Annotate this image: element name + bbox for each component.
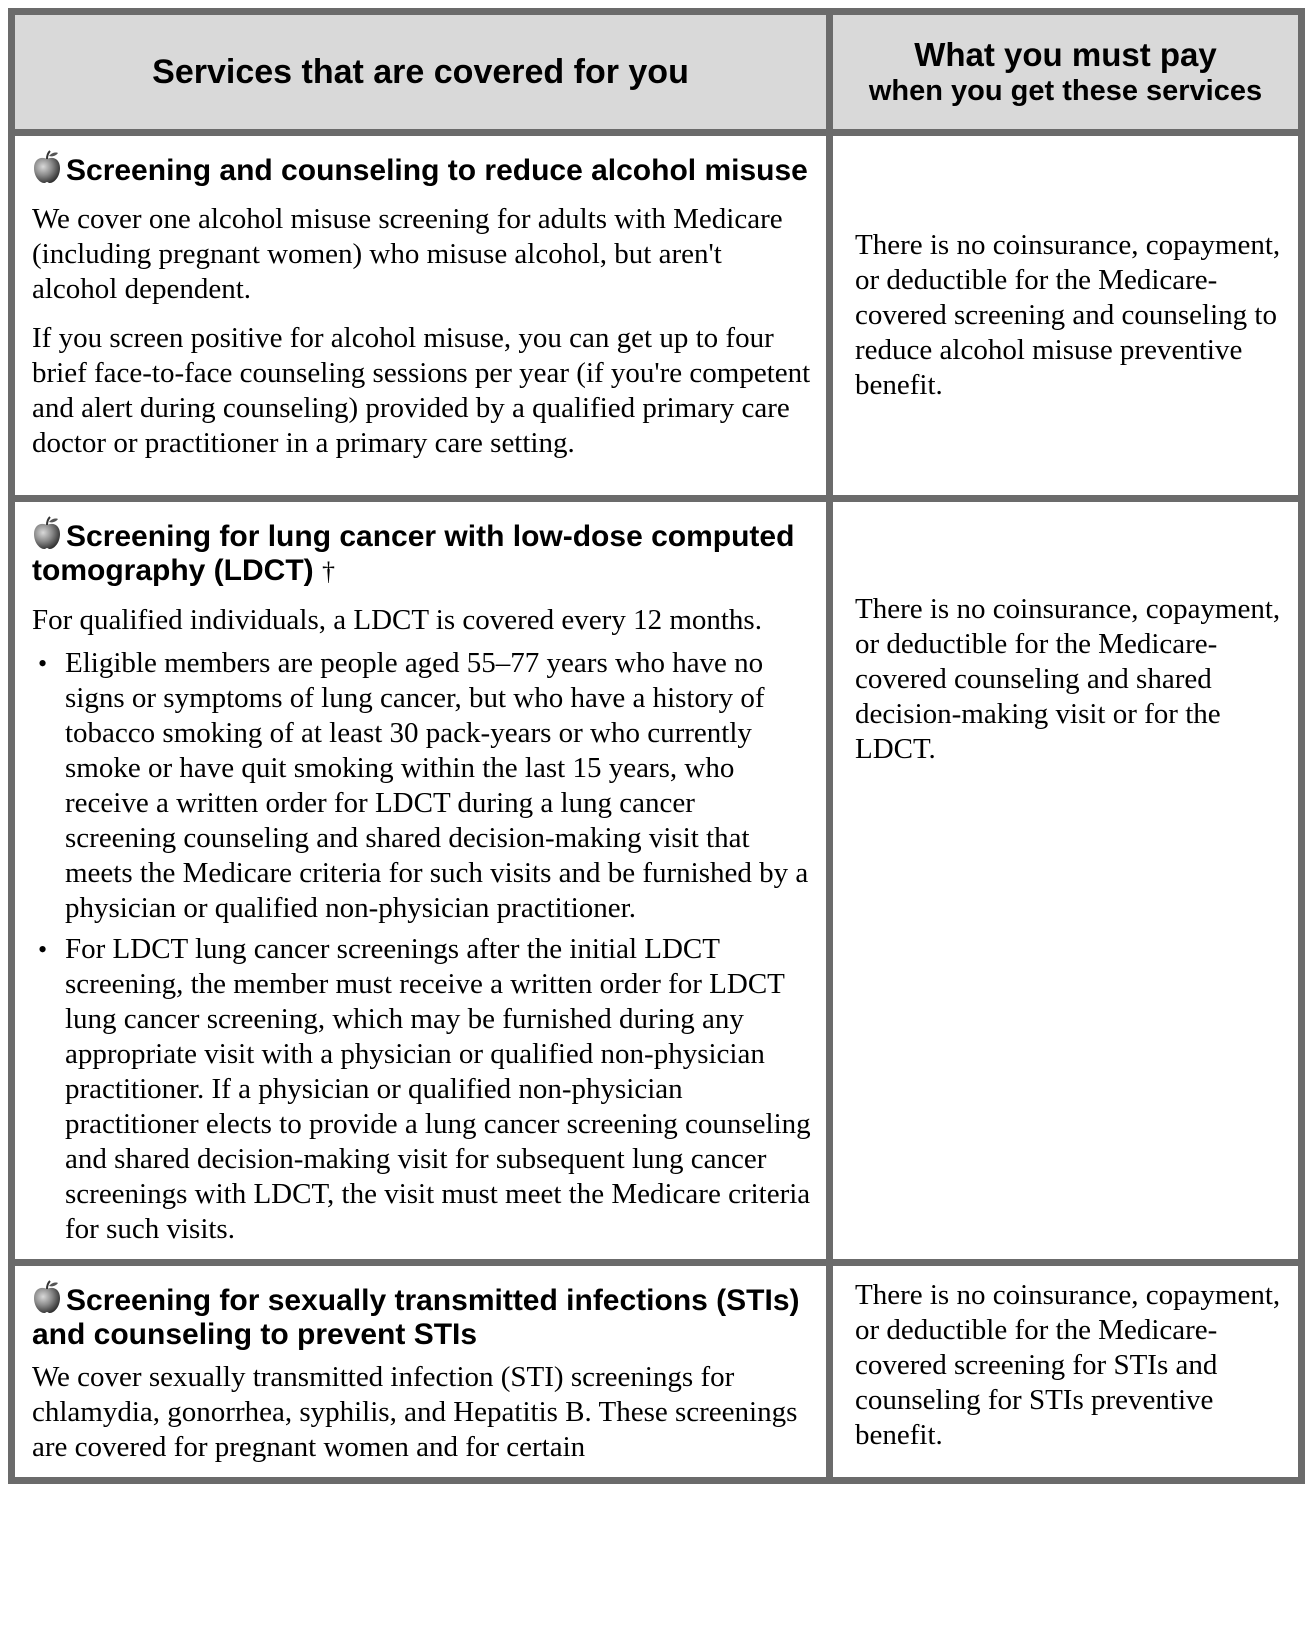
table-row [12,499,1302,1263]
table-row [12,1263,1302,1481]
service-description: We cover one alcohol misuse screening for adults with Medicare (including pregnant women) who misuse alcohol, but aren't alcohol dependent. [32,203,783,305]
payment-text: There is no coinsurance, copayment, or deductible for the Medicare-covered counseling and shared decision-making visit or for the LDCT. [855,593,1281,765]
service-title: Screening and counseling to reduce alcohol misuse [32,150,812,188]
benefits-table [8,8,1305,1484]
header-pay-line1: What you must pay [914,36,1217,73]
service-description: For qualified individuals, a LDCT is covered every 12 months. [32,604,762,636]
service-cell-lung-cancer [12,499,830,1263]
footnote-dagger: † [321,557,335,586]
table-header-row [12,12,1302,133]
bullet-icon: • [38,935,48,964]
service-cell-alcohol [12,133,830,499]
payment-cell-alcohol [830,133,1302,499]
payment-text: There is no coinsurance, copayment, or deductible for the Medicare-covered screening for STIs and counseling for STIs preventive benefit. [855,1279,1281,1451]
bullet-icon: • [38,649,48,678]
header-services-covered: Services that are covered for you [12,12,830,133]
list-item: • For LDCT lung cancer screenings after the initial LDCT screening, the member must receive a written order for LDCT lung cancer screening, which may be furnished during any appropriate visit with a physician or qualified non-physician practitioner. If a physician or qualified non-physician practitioner elects to provide a lung cancer screening counseling and shared decision-making visit for subsequent lung cancer screenings with LDCT, the visit must meet the Medicare criteria for such visits. [38,933,811,1245]
apple-icon [32,516,62,550]
service-title: Screening for sexually transmitted infections (STIs) and counseling to prevent STIs [32,1280,812,1352]
list-item: • Eligible members are people aged 55–77 years who have no signs or symptoms of lung cancer, but who have a history of tobacco smoking of at least 30 pack-years or who currently smoke or have quit smoking within the last 15 years, who receive a written order for LDCT during a lung cancer screening counseling and shared decision-making visit that meets the Medicare criteria for such visits and be furnished by a physician or qualified non-physician practitioner. [38,647,809,924]
header-pay-line2: when you get these services [868,75,1263,107]
table-row [12,133,1302,499]
payment-cell-lung-cancer [830,499,1302,1263]
apple-icon [32,1280,62,1314]
service-description: If you screen positive for alcohol misuse, you can get up to four brief face-to-face counseling sessions per year (if you're competent and alert during counseling) provided by a qualified primary care doctor or practitioner in a primary care setting. [32,322,811,459]
payment-cell-sti [830,1263,1302,1481]
header-what-you-pay [830,12,1302,133]
eligibility-list [32,646,812,1247]
service-description: We cover sexually transmitted infection (STI) screenings for chlamydia, gonorrhea, syphilis, and Hepatitis B. These screenings are covered for pregnant women and for certain [32,1361,798,1463]
apple-icon [32,150,62,184]
service-cell-sti [12,1263,830,1481]
service-title: Screening for lung cancer with low-dose computed tomography (LDCT) † [32,516,812,589]
payment-text: There is no coinsurance, copayment, or deductible for the Medicare-covered screening and counseling to reduce alcohol misuse preventive benefit. [855,229,1281,401]
